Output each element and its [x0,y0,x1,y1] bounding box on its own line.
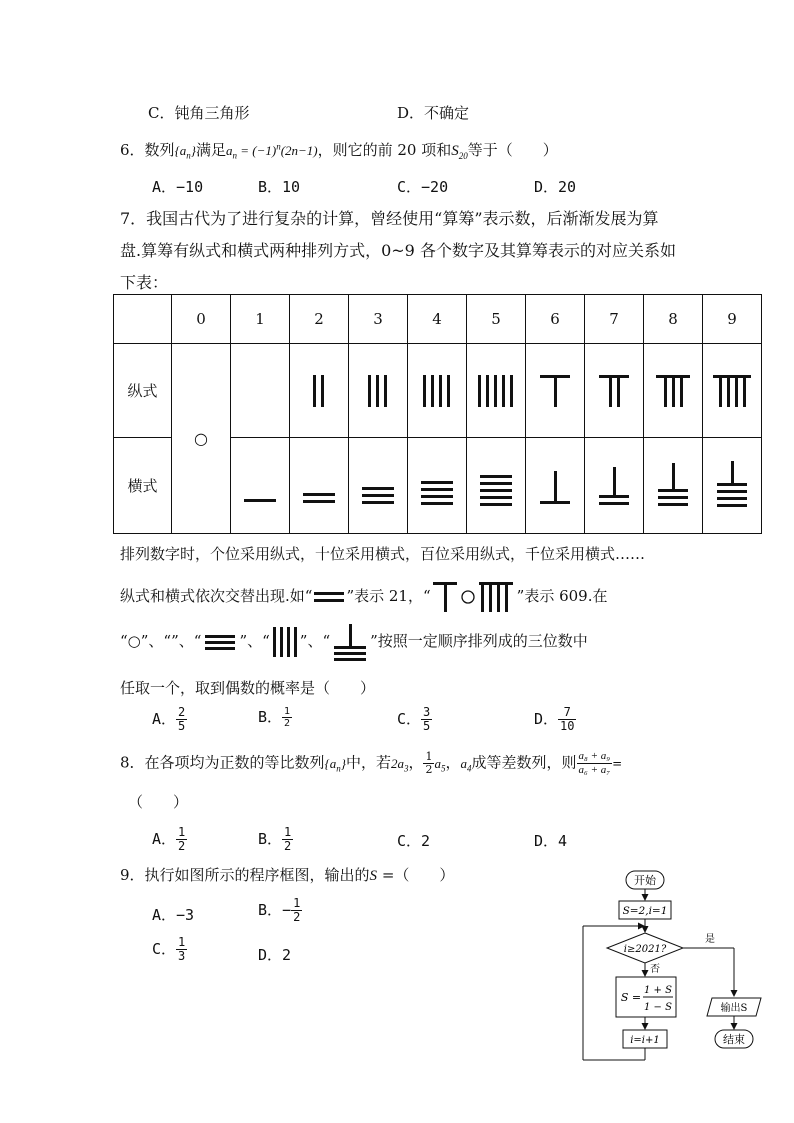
rod-v-2 [290,344,349,438]
flow-output-text: 输出S [720,1003,748,1014]
flow-assign-left: S = [620,991,642,1004]
flow-yes-label: 是 [705,934,715,945]
q6-option-a: A．−10 [152,178,204,196]
q9-option-a: A．−3 [152,906,195,924]
rod-h-6-symbol [526,461,584,511]
digit-3: 3 [349,295,408,344]
q8-option-b: B． $\frac{1}{2}$ [258,825,292,853]
q7-line1: 7．我国古代为了进行复杂的计算，曾经使用“算筹”表示数，后渐渐发展为算 [120,209,659,228]
rod-h-7-symbol [585,461,643,511]
q6-suffix: 等于（ ） [467,141,558,159]
rod-v-7-symbol [585,371,643,411]
q7-line3: 下表： [120,273,169,292]
rod-v-9 [703,344,762,438]
rod-h-3-symbol [349,461,407,511]
rod-h-6 [526,438,585,534]
rod-h-9 [703,438,762,534]
q8-paren: （ ） [128,793,189,811]
rod-v-8 [644,344,703,438]
q7-after1: 排列数字时，个位采用纵式，十位采用横式，百位采用纵式，千位采用横式…… [120,545,646,563]
digit-7: 7 [585,295,644,344]
q9-option-c: C． $\frac{1}{3}$ [152,935,186,963]
rod-row-vertical-label: 纵式 [114,344,172,438]
digit-5: 5 [467,295,526,344]
flow-assign-den: 1 − S [644,1002,672,1013]
flow-start-text: 开始 [634,874,656,887]
rod-zero-cell [172,344,231,534]
rod-v-4-symbol [408,371,466,411]
q6-formula: $a_n = (-1)^n(2n-1)$ [225,141,318,161]
q6-option-c: C．−20 [397,178,449,196]
flow-incr-text: i=i+1 [630,1035,660,1046]
rod-h-2 [290,438,349,534]
rod-h-1-symbol [231,461,289,511]
rod-h-1 [231,438,290,534]
digit-9: 9 [703,295,762,344]
q6-prefix: 数列 [144,141,175,159]
q9-option-d: D．2 [258,946,292,964]
q8-option-a: A． $\frac{1}{2}$ [152,825,186,853]
q7-after3: “○”、“”、“ ”、“ ”、“ ”按照一定顺序排列成的三位数中 [120,622,588,662]
rod-v-9-symbol [703,371,761,411]
q6-seq: $\{a_n\}$ [174,143,196,161]
q6-number: 6． [120,141,145,159]
rod-609-symbol [431,580,517,614]
rod-v-1 [231,344,290,438]
rod-v-6-symbol [526,371,584,411]
rod-h-8-inline [330,622,370,662]
q5-option-d: D．不确定 [397,104,470,122]
digit-6: 6 [526,295,585,344]
program-flowchart [575,866,775,1066]
q7-option-b: B． $\frac{1}{2}$ [258,706,291,729]
rod-v-3 [349,344,408,438]
digit-1: 1 [231,295,290,344]
q7-after4: 任取一个，取到偶数的概率是（ ） [120,679,376,697]
flow-no-label: 否 [650,964,660,975]
rod-v-2-symbol [290,371,348,411]
rod-row-horizontal-label: 横式 [114,438,172,534]
rod-h-8-symbol [644,461,702,511]
rod-row-vertical [114,344,762,438]
zero-circle: ○ [194,429,208,448]
digit-8: 8 [644,295,703,344]
flow-init-text: S=2,i=1 [622,905,668,917]
q6-option-b: B．10 [258,178,301,196]
rod-h-2-symbol [290,461,348,511]
rod-v-4-inline [270,625,300,659]
rod-v-6 [526,344,585,438]
rod-h-8 [644,438,703,534]
rod-h-4 [408,438,467,534]
q7-line2: 盘.算筹有纵式和横式两种排列方式，0~9 各个数字及其算筹表示的对应关系如 [120,241,676,260]
counting-rod-table [113,294,762,534]
rod-v-7 [585,344,644,438]
q6-stem [120,139,558,161]
q7-option-d: D． $\frac{7}{10}$ [534,705,575,733]
q9-option-b: B．− $\frac{1}{2}$ [258,896,301,924]
digit-2: 2 [290,295,349,344]
rod-h-3-inline [201,632,239,652]
q8-option-c: C．2 [397,832,431,850]
digit-0: 0 [172,295,231,344]
rod-v-8-symbol [644,371,702,411]
digit-4: 4 [408,295,467,344]
flow-decision-text: i≥2021? [623,944,667,955]
rod-v-4 [408,344,467,438]
rod-h-4-symbol [408,461,466,511]
rod-table-header [114,295,762,344]
q6-mid2: ，则它的前 20 项和 [317,141,452,159]
rod-v-3-symbol [349,371,407,411]
q5-option-c: C．钝角三角形 [148,104,250,122]
q6-sum: $S_{20}$ [451,143,468,161]
q7-option-c: C． $\frac{3}{5}$ [397,705,431,733]
q9-stem: 9．执行如图所示的程序框图，输出的S =（ ） [120,866,455,884]
rod-h-7 [585,438,644,534]
rod-h-5-symbol [467,461,525,511]
rod-h-9-symbol [703,461,761,511]
q8-stem: 8．在各项均为正数的等比数列$\{a_n\}$中，若$2a_3$， $\frac{1}{2}$ $a_5$，$a_4$成等差数列，则 $\frac{\text{a₈ + a₉}}{\text{a₆ + a₇}}$ = [120,750,623,776]
q8-option-d: D．4 [534,832,568,850]
rod-h-3 [349,438,408,534]
flow-end-text: 结束 [723,1033,745,1046]
q7-after2: 纵式和横式依次交替出现.如“ ”表示 21，“ ”表示 609.在 [120,580,608,614]
q6-option-d: D．20 [534,178,577,196]
rod-21-symbol [312,589,346,605]
rod-v-5-symbol [467,371,525,411]
rod-h-5 [467,438,526,534]
rod-v-5 [467,344,526,438]
q6-mid1: 满足 [195,141,226,159]
rod-table-corner [114,295,172,344]
q7-option-a: A． $\frac{2}{5}$ [152,705,186,733]
flow-assign-num: 1 + S [644,985,672,996]
